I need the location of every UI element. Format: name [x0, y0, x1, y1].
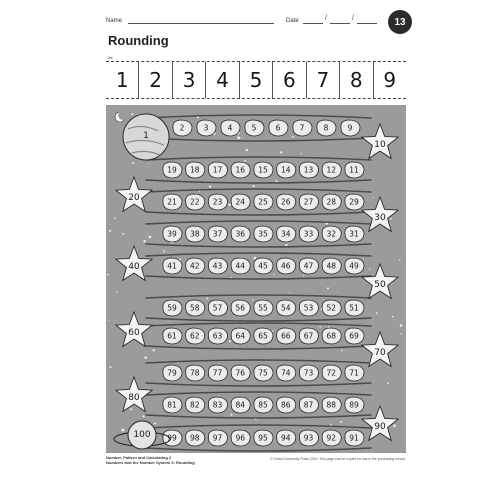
asteroid-number: 18	[189, 165, 200, 175]
sky-dot	[163, 250, 165, 252]
page-number-badge: 13	[388, 10, 412, 34]
sky-dot	[301, 153, 302, 154]
asteroid-56	[231, 300, 250, 316]
asteroid-number: 99	[167, 433, 177, 443]
sky-dot	[206, 297, 208, 299]
asteroid-number: 93	[303, 433, 314, 443]
asteroid-number: 31	[349, 229, 359, 239]
asteroid-number: 84	[235, 400, 246, 410]
asteroid-number: 96	[235, 433, 246, 443]
asteroid-number: 59	[167, 303, 177, 313]
asteroid-44	[231, 258, 250, 274]
asteroid-number: 23	[212, 197, 223, 207]
asteroid-number: 95	[258, 433, 268, 443]
star-number: 30	[374, 213, 386, 223]
asteroid-number: 68	[326, 331, 337, 341]
asteroid-number: 26	[280, 197, 291, 207]
asteroid-65	[254, 328, 273, 344]
asteroid-number: 7	[299, 123, 305, 133]
asteroid-48	[322, 258, 341, 274]
sky-dot	[327, 287, 329, 289]
asteroid-number: 85	[258, 400, 268, 410]
asteroid-77	[208, 365, 227, 381]
asteroid-number: 52	[326, 303, 337, 313]
sky-dot	[390, 218, 392, 220]
asteroid-28	[322, 194, 341, 210]
sky-dot	[253, 185, 255, 187]
saturn-number: 100	[133, 430, 151, 440]
asteroid-64	[231, 328, 250, 344]
asteroid-25	[254, 194, 273, 210]
asteroid-number: 13	[303, 165, 314, 175]
asteroid-number: 34	[280, 229, 291, 239]
asteroid-number: 37	[212, 229, 223, 239]
strip-number-2: 2	[139, 62, 172, 98]
sky-dot	[114, 217, 116, 219]
asteroid-number: 79	[167, 368, 177, 378]
asteroid-number: 16	[235, 165, 246, 175]
strip-number-1: 1	[106, 62, 139, 98]
asteroid-18	[186, 162, 205, 178]
asteroid-number: 8	[323, 123, 329, 133]
asteroid-number: 51	[349, 303, 359, 313]
asteroid-41	[163, 258, 182, 274]
sky-dot	[246, 149, 248, 151]
sky-dot	[143, 415, 145, 417]
asteroid-36	[231, 226, 250, 242]
sky-dot	[230, 414, 232, 416]
asteroid-number: 87	[303, 400, 314, 410]
number-strip	[106, 61, 406, 99]
sky-dot	[116, 291, 118, 293]
asteroid-number: 62	[189, 331, 200, 341]
asteroid-57	[208, 300, 227, 316]
asteroid-51	[345, 300, 364, 316]
asteroid-53	[299, 300, 318, 316]
asteroid-14	[277, 162, 296, 178]
sky-dot	[401, 333, 402, 334]
date-separator: /	[352, 15, 354, 22]
asteroid-number: 21	[167, 197, 177, 207]
asteroid-number: 64	[235, 331, 246, 341]
asteroid-number: 27	[303, 197, 314, 207]
asteroid-13	[299, 162, 318, 178]
sky-dot	[275, 180, 277, 182]
sky-dot	[340, 421, 342, 423]
asteroid-number: 88	[326, 400, 337, 410]
asteroid-89	[345, 397, 364, 413]
asteroid-92	[322, 430, 341, 446]
asteroid-29	[345, 194, 364, 210]
asteroid-72	[322, 365, 341, 381]
asteroid-46	[277, 258, 296, 274]
asteroid-number: 81	[167, 400, 177, 410]
asteroid-21	[163, 194, 182, 210]
asteroid-number: 48	[326, 261, 337, 271]
asteroid-number: 76	[235, 368, 246, 378]
asteroid-number: 77	[212, 368, 223, 378]
asteroid-31	[345, 226, 364, 242]
asteroid-35	[254, 226, 273, 242]
star-number: 50	[374, 280, 386, 290]
asteroid-12	[322, 162, 341, 178]
asteroid-47	[299, 258, 318, 274]
asteroid-number: 73	[303, 368, 314, 378]
asteroid-number: 92	[326, 433, 337, 443]
planet	[123, 114, 169, 160]
star-number: 70	[374, 348, 386, 358]
asteroid-number: 71	[349, 368, 359, 378]
asteroid-97	[208, 430, 227, 446]
footer-series	[106, 455, 195, 465]
asteroid-88	[322, 397, 341, 413]
asteroid-number: 6	[275, 123, 281, 133]
asteroid-87	[299, 397, 318, 413]
asteroid-number: 97	[212, 433, 223, 443]
asteroid-34	[277, 226, 296, 242]
date-separator: /	[325, 15, 327, 22]
asteroid-59	[163, 300, 182, 316]
asteroid-95	[254, 430, 273, 446]
asteroid-number: 46	[280, 261, 291, 271]
asteroid-32	[322, 226, 341, 242]
asteroid-number: 3	[203, 123, 209, 133]
asteroid-83	[208, 397, 227, 413]
sky-dot	[121, 429, 124, 432]
asteroid-71	[345, 365, 364, 381]
sky-dot	[154, 423, 156, 425]
asteroid-number: 56	[235, 303, 246, 313]
asteroid-number: 39	[167, 229, 177, 239]
asteroid-number: 89	[349, 400, 359, 410]
asteroid-19	[163, 162, 182, 178]
sky-dot	[392, 316, 394, 318]
star-number: 80	[128, 393, 140, 403]
asteroid-61	[163, 328, 182, 344]
asteroid-number: 22	[189, 197, 200, 207]
sky-dot	[254, 257, 256, 260]
sky-dot	[241, 137, 242, 138]
asteroid-number: 17	[212, 165, 223, 175]
planet-number: 1	[143, 131, 149, 141]
asteroid-number: 45	[258, 261, 268, 271]
scissors-icon: ✂	[108, 56, 114, 62]
sky-dot	[209, 186, 211, 188]
asteroid-number: 67	[303, 331, 314, 341]
sky-dot	[131, 113, 133, 115]
sky-dot	[153, 349, 155, 351]
star-number: 90	[374, 422, 386, 432]
asteroid-number: 14	[280, 165, 291, 175]
footer-copyright: © Oxford University Press 2014. This page can be copied for use in the purchasing school.	[269, 457, 406, 461]
asteroid-3	[197, 120, 216, 136]
asteroid-number: 32	[326, 229, 337, 239]
asteroid-49	[345, 258, 364, 274]
sky-dot	[148, 163, 149, 164]
asteroid-68	[322, 328, 341, 344]
asteroid-79	[163, 365, 182, 381]
asteroid-81	[163, 397, 182, 413]
sky-dot	[229, 340, 231, 342]
asteroid-86	[277, 397, 296, 413]
sky-dot	[273, 274, 274, 275]
strip-number-3: 3	[173, 62, 206, 98]
asteroid-16	[231, 162, 250, 178]
asteroid-number: 24	[235, 197, 246, 207]
date-year-field[interactable]	[357, 23, 377, 24]
asteroid-91	[345, 430, 364, 446]
asteroid-52	[322, 300, 341, 316]
sky-dot	[363, 258, 364, 259]
asteroid-8	[317, 120, 336, 136]
sky-dot	[122, 233, 124, 235]
asteroid-number: 35	[258, 229, 268, 239]
name-field[interactable]	[128, 23, 274, 24]
asteroid-number: 42	[189, 261, 200, 271]
asteroid-number: 66	[280, 331, 291, 341]
sky-dot	[132, 162, 134, 164]
sky-dot	[369, 268, 370, 269]
asteroid-94	[277, 430, 296, 446]
asteroid-78	[186, 365, 205, 381]
sky-dot	[341, 350, 343, 352]
sky-dot	[376, 312, 378, 314]
sky-dot	[319, 326, 320, 327]
sky-dot	[107, 274, 109, 276]
asteroid-number: 98	[189, 433, 200, 443]
asteroid-38	[186, 226, 205, 242]
asteroid-75	[254, 365, 273, 381]
asteroid-number: 82	[189, 400, 200, 410]
sky-dot	[399, 260, 400, 261]
asteroid-number: 69	[349, 331, 359, 341]
asteroid-33	[299, 226, 318, 242]
asteroid-24	[231, 194, 250, 210]
name-label: Name	[106, 18, 123, 24]
asteroid-62	[186, 328, 205, 344]
asteroid-93	[299, 430, 318, 446]
date-day-field[interactable]	[303, 23, 323, 24]
asteroid-76	[231, 365, 250, 381]
asteroid-number: 44	[235, 261, 246, 271]
asteroid-99	[163, 430, 182, 446]
asteroid-number: 38	[189, 229, 200, 239]
sky-dot	[149, 236, 152, 239]
asteroid-84	[231, 397, 250, 413]
asteroid-26	[277, 194, 296, 210]
strip-number-4: 4	[206, 62, 239, 98]
asteroid-number: 36	[235, 229, 246, 239]
sky-dot	[280, 151, 282, 153]
asteroid-23	[208, 194, 227, 210]
sky-dot	[228, 204, 230, 206]
footer-series-line1: Number, Pattern and Calculating 2	[106, 455, 172, 460]
sky-dot	[110, 366, 112, 368]
asteroid-96	[231, 430, 250, 446]
asteroid-number: 83	[212, 400, 223, 410]
asteroid-number: 54	[280, 303, 291, 313]
star-number: 10	[374, 140, 386, 150]
asteroid-number: 19	[167, 165, 177, 175]
strip-number-5: 5	[240, 62, 273, 98]
strip-number-7: 7	[307, 62, 340, 98]
asteroid-number: 47	[303, 261, 314, 271]
asteroid-number: 72	[326, 368, 337, 378]
asteroid-9	[341, 120, 360, 136]
asteroid-number: 33	[303, 229, 314, 239]
asteroid-2	[173, 120, 192, 136]
star-number: 40	[128, 262, 140, 272]
sky-dot	[244, 160, 246, 162]
asteroid-6	[269, 120, 288, 136]
sky-dot	[289, 292, 290, 293]
sky-dot	[144, 356, 147, 359]
asteroid-27	[299, 194, 318, 210]
asteroid-number: 25	[258, 197, 268, 207]
date-label: Date	[286, 18, 299, 24]
asteroid-number: 57	[212, 303, 223, 313]
sky-dot	[143, 240, 145, 242]
asteroid-number: 61	[167, 331, 177, 341]
asteroid-85	[254, 397, 273, 413]
asteroid-45	[254, 258, 273, 274]
date-month-field[interactable]	[330, 23, 350, 24]
asteroid-15	[254, 162, 273, 178]
sky-dot	[373, 197, 374, 198]
asteroid-82	[186, 397, 205, 413]
asteroid-number: 65	[258, 331, 268, 341]
asteroid-number: 55	[258, 303, 268, 313]
sky-dot	[237, 136, 240, 139]
sky-dot	[253, 299, 254, 300]
sky-dot	[130, 408, 132, 410]
asteroid-98	[186, 430, 205, 446]
asteroid-4	[221, 120, 240, 136]
asteroid-5	[245, 120, 264, 136]
asteroid-63	[208, 328, 227, 344]
asteroid-66	[277, 328, 296, 344]
sky-dot	[292, 136, 294, 138]
asteroid-number: 12	[326, 165, 337, 175]
asteroid-number: 75	[258, 368, 268, 378]
asteroid-number: 41	[167, 261, 177, 271]
asteroid-number: 28	[326, 197, 337, 207]
sky-dot	[391, 283, 392, 284]
asteroid-number: 91	[349, 433, 359, 443]
page-title: Rounding	[108, 33, 169, 48]
asteroid-55	[254, 300, 273, 316]
strip-number-9: 9	[383, 68, 397, 92]
sky-dot	[109, 320, 110, 321]
asteroid-number: 94	[280, 433, 291, 443]
footer-series-line2: Numbers and the Number System 3: Rounding	[106, 460, 195, 465]
sky-dot	[109, 230, 111, 232]
asteroid-number: 74	[280, 368, 291, 378]
strip-number-8: 8	[340, 62, 373, 98]
sky-dot	[387, 382, 389, 384]
asteroid-number: 15	[258, 165, 268, 175]
asteroid-number: 9	[347, 123, 353, 133]
star-number: 60	[128, 328, 140, 338]
asteroid-58	[186, 300, 205, 316]
asteroid-number: 78	[189, 368, 200, 378]
asteroid-43	[208, 258, 227, 274]
asteroid-73	[299, 365, 318, 381]
asteroid-7	[293, 120, 312, 136]
asteroid-number: 5	[251, 123, 257, 133]
asteroid-number: 4	[227, 123, 233, 133]
asteroid-number: 63	[212, 331, 223, 341]
asteroid-number: 29	[349, 197, 359, 207]
strip-number-6: 6	[273, 62, 306, 98]
asteroid-number: 58	[189, 303, 200, 313]
asteroid-number: 53	[303, 303, 314, 313]
asteroid-number: 11	[349, 165, 359, 175]
sky-dot	[303, 275, 304, 276]
asteroid-17	[208, 162, 227, 178]
space-scene	[106, 105, 406, 453]
asteroid-22	[186, 194, 205, 210]
asteroid-37	[208, 226, 227, 242]
star-number: 20	[128, 193, 140, 203]
sky-dot	[285, 244, 287, 246]
asteroid-11	[345, 162, 364, 178]
asteroid-54	[277, 300, 296, 316]
sky-dot	[393, 425, 396, 428]
asteroid-42	[186, 258, 205, 274]
asteroid-39	[163, 226, 182, 242]
asteroid-number: 43	[212, 261, 223, 271]
asteroid-67	[299, 328, 318, 344]
asteroid-number: 2	[179, 123, 185, 133]
asteroid-69	[345, 328, 364, 344]
asteroid-74	[277, 365, 296, 381]
asteroid-number: 86	[280, 400, 291, 410]
sky-dot	[400, 324, 403, 327]
asteroid-number: 49	[349, 261, 359, 271]
